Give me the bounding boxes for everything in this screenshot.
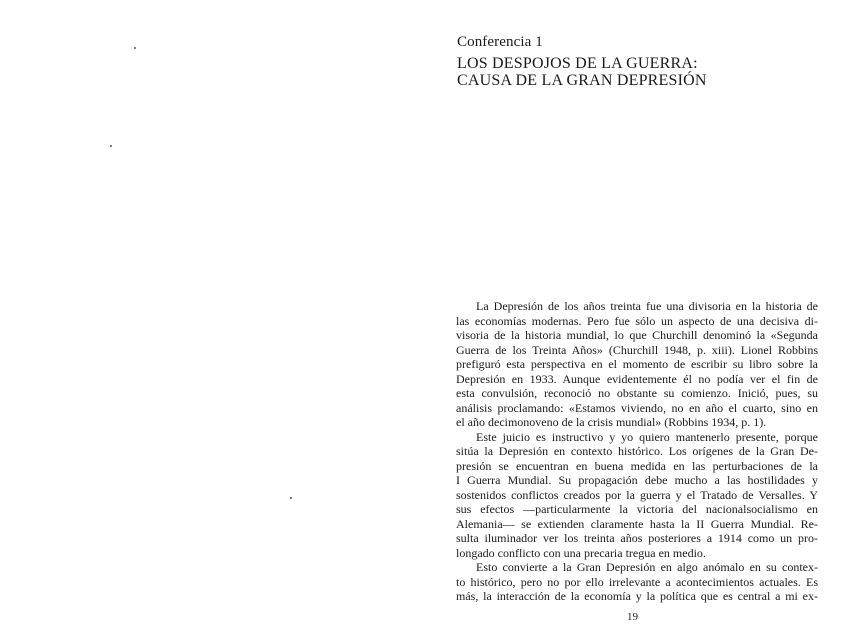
chapter-label: Conferencia 1 (457, 34, 543, 50)
paragraph (456, 560, 818, 604)
text-line: análisis proclamando: «Estamos viviendo, no en año el cuarto, sino en (456, 400, 818, 415)
text-line: Alemania— se extienden claramente hasta la II Guerra Mundial. Re- (456, 516, 818, 531)
text-line: más, la interacción de la economía y la política que es central a mi ex- (456, 589, 818, 603)
body-text (456, 299, 818, 604)
page-speck (110, 145, 112, 147)
text-line: sitúa la Depresión en contexto histórico. Los orígenes de la Gran De- (456, 444, 818, 458)
chapter-title-line: CAUSA DE LA GRAN DEPRESIÓN (457, 72, 707, 89)
right-page (424, 0, 848, 639)
text-line: Depresión en 1933. Aunque evidentemente él no podía ver el fin de (456, 371, 818, 386)
paragraph (456, 299, 818, 430)
text-line: La Depresión de los años treinta fue una divisoria en la historia de (476, 299, 818, 313)
text-line: esta convulsión, reconoció no obstante su comienzo. Inició, pues, su (456, 386, 818, 400)
text-line: sus efectos —particularmente la victoria del nacionalsocialismo en (456, 502, 818, 516)
paragraph (456, 430, 818, 561)
chapter-title (457, 55, 837, 89)
text-line: Guerra de los Treinta Años» (Churchill 1948, p. xiii). Lionel Robbins (456, 342, 818, 357)
text-line: visoria de la historia mundial, lo que Churchill denominó la «Segunda (456, 328, 818, 342)
text-line: I Guerra Mundial. Su propagación debe mucho a las hostilidades y (456, 473, 818, 487)
text-line: el año decimonoveno de la crisis mundial» (Robbins 1934, p. 1). (456, 415, 767, 429)
page-number: 19 (627, 611, 638, 623)
text-line: Este juicio es instructivo y yo quiero mantenerlo presente, porque (476, 429, 818, 444)
text-line: prefiguró esta perspectiva en el momento de escribir su libro sobre la (456, 357, 818, 371)
text-line: presión se encuentran en buena medida en las perturbaciones de la (456, 458, 818, 473)
chapter-title-line: LOS DESPOJOS DE LA GUERRA: (457, 55, 698, 72)
text-line: las economías modernas. Pero fue sólo un aspecto de una decisiva di- (456, 313, 818, 328)
text-line: sulta iluminador ver los treinta años posteriores a 1914 como un pro- (456, 531, 818, 545)
page-speck (290, 497, 292, 499)
text-line: to histórico, pero no por ello irrelevante a acontecimientos actuales. Es (456, 574, 818, 589)
text-line: Esto convierte a la Gran Depresión en algo anómalo en su contex- (476, 560, 818, 574)
text-line: sostenidos conflictos creados por la guerra y el Tratado de Versalles. Y (456, 487, 818, 502)
text-line: longado conflicto con una precaria tregua en medio. (456, 545, 706, 560)
page-speck (134, 47, 136, 49)
